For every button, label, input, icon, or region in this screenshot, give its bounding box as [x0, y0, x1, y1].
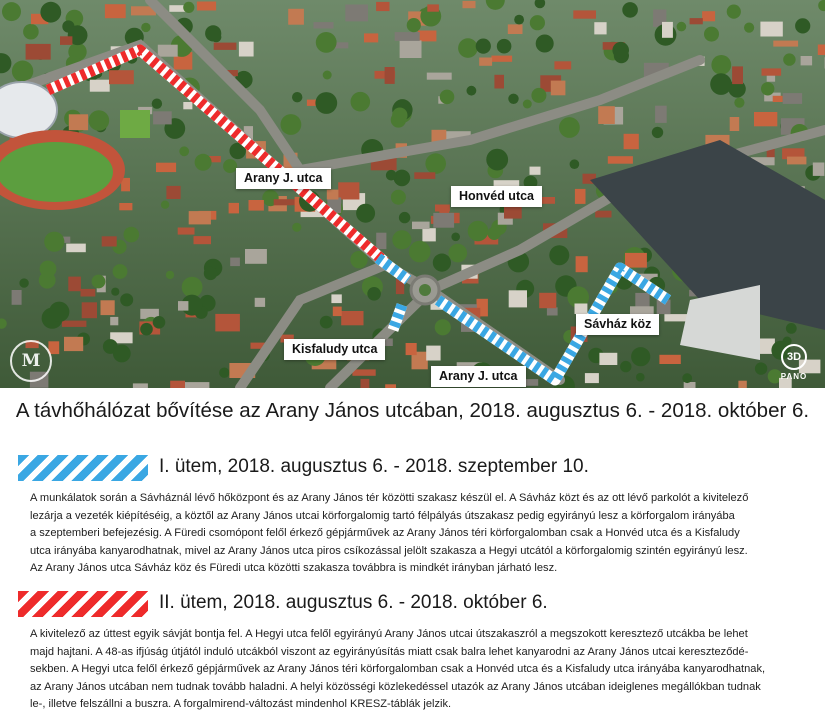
building-roof — [197, 2, 216, 11]
building-roof — [26, 44, 51, 60]
building-roof — [60, 36, 72, 45]
building-roof — [662, 22, 673, 38]
tree-canopy — [281, 114, 302, 135]
tree-canopy — [786, 323, 797, 334]
building-roof — [64, 337, 83, 351]
tree-canopy — [677, 22, 687, 32]
building-roof — [189, 211, 211, 224]
tree-canopy — [2, 2, 21, 21]
tree-canopy — [704, 27, 719, 42]
pano-3d-icon: 3D — [781, 344, 807, 370]
tree-canopy — [530, 15, 545, 30]
building-roof — [575, 189, 586, 204]
tree-canopy — [755, 362, 767, 374]
building-roof — [314, 22, 334, 28]
building-roof — [547, 307, 558, 315]
building-roof — [245, 249, 267, 264]
building-roof — [105, 4, 126, 18]
building-roof — [433, 213, 454, 228]
tree-canopy — [179, 146, 189, 156]
tree-canopy — [523, 100, 532, 109]
building-roof — [230, 258, 240, 267]
phase-2-line: A kivitelező az úttest egyik sávját bontja fel. A Hegyi utca felől egyirányú Arany János utcai útszakaszról a megszokott keresztező utcákba be lehet — [30, 628, 748, 640]
city-crest-icon: M — [10, 340, 52, 382]
tree-canopy — [316, 32, 337, 53]
tree-canopy — [497, 39, 512, 54]
building-roof — [551, 81, 566, 96]
building-roof — [376, 2, 389, 11]
building-roof — [801, 56, 813, 65]
building-roof — [158, 45, 178, 57]
building-roof — [385, 384, 396, 388]
building-roof — [364, 33, 378, 42]
building-roof — [418, 31, 437, 42]
tree-canopy — [394, 170, 411, 187]
tree-canopy — [182, 277, 203, 298]
tree-canopy — [425, 153, 446, 174]
tree-canopy — [113, 345, 131, 363]
building-roof — [508, 24, 523, 34]
building-roof — [345, 5, 368, 22]
building-roof — [327, 190, 339, 200]
tree-canopy — [468, 221, 489, 242]
tree-canopy — [386, 170, 397, 181]
phase-1-line: A munkálatok során a Sávháznál lévő hőközpont és az Arany János tér közötti szakasz készül el. A Sávház közt és az ott lévő parkolót a kivitelező — [30, 492, 749, 504]
building-roof — [576, 256, 588, 272]
tree-canopy — [140, 323, 153, 336]
phase-2-title: II. ütem, 2018. augusztus 6. - 2018. október 6. — [159, 592, 548, 613]
building-roof — [818, 45, 825, 56]
tree-canopy — [631, 347, 650, 366]
building-roof — [102, 236, 117, 246]
phase-2-line: majd hajtani. A 48-as ifjúság útjától induló utcákból viszont az egyirányúsítás miatt csak balra lehet kanyarodni az Arany János utcai kereszteződé- — [30, 645, 749, 658]
tree-canopy — [392, 108, 407, 123]
building-roof — [178, 301, 188, 311]
tree-canopy — [514, 15, 524, 25]
tree-canopy — [433, 254, 451, 272]
building-roof — [229, 203, 239, 214]
building-roof — [773, 41, 798, 47]
tree-canopy — [392, 230, 411, 249]
label-arany-j-utca-bottom: Arany J. utca — [431, 366, 526, 387]
tree-canopy — [49, 302, 69, 322]
tree-canopy — [166, 271, 174, 279]
tree-canopy — [315, 92, 337, 114]
building-roof — [62, 321, 87, 327]
building-roof — [479, 58, 492, 66]
building-roof — [738, 381, 746, 388]
building-roof — [427, 4, 439, 11]
tree-canopy — [19, 278, 28, 287]
building-roof — [376, 233, 386, 249]
building-roof — [406, 343, 417, 355]
page-title: A távhőhálózat bővítése az Arany János utcában, 2018. augusztus 6. - 2018. október 6. — [15, 399, 810, 422]
building-roof — [426, 346, 440, 361]
label-arany-j-utca-top: Arany J. utca — [236, 168, 331, 189]
sports-field — [0, 142, 113, 202]
building-roof — [12, 290, 22, 305]
building-roof — [554, 61, 571, 69]
building-roof — [539, 293, 556, 308]
building-roof — [214, 43, 237, 50]
tree-canopy — [205, 25, 221, 41]
tree-canopy — [407, 18, 421, 32]
tree-canopy — [612, 42, 629, 59]
tree-canopy — [682, 373, 692, 383]
building-roof — [575, 304, 588, 315]
building-roof — [69, 114, 88, 130]
roundabout-island — [419, 284, 431, 296]
tree-canopy — [549, 245, 569, 265]
building-roof — [684, 382, 696, 388]
tree-canopy — [727, 5, 741, 19]
tree-canopy — [508, 94, 518, 104]
building-roof — [509, 290, 527, 307]
building-roof — [400, 40, 422, 58]
tree-canopy — [320, 316, 333, 329]
tree-canopy — [451, 233, 460, 242]
tree-canopy — [204, 267, 217, 280]
building-roof — [494, 75, 504, 89]
building-roof — [255, 298, 265, 307]
building-roof — [239, 42, 254, 57]
tree-canopy — [711, 55, 731, 75]
tree-canopy — [536, 35, 554, 53]
building-roof — [249, 200, 264, 211]
building-roof — [422, 228, 435, 241]
phase-1-title: I. ütem, 2018. augusztus 6. - 2018. szeptember 10. — [159, 456, 589, 477]
building-roof — [133, 383, 148, 388]
building-roof — [68, 277, 81, 292]
tree-canopy — [620, 361, 631, 372]
building-roof — [624, 134, 639, 149]
building-roof — [463, 1, 476, 8]
building-roof — [760, 22, 782, 37]
building-roof — [82, 302, 97, 318]
building-roof — [754, 112, 777, 126]
tree-canopy — [292, 92, 302, 102]
building-roof — [194, 236, 212, 244]
building-roof — [156, 163, 176, 172]
building-roof — [525, 379, 538, 386]
tree-canopy — [356, 204, 375, 223]
building-roof — [530, 167, 541, 175]
blue-stripe-legend-icon — [18, 455, 148, 481]
building-roof — [595, 211, 611, 218]
building-roof — [787, 157, 806, 165]
building-roof — [110, 317, 118, 325]
building-roof — [608, 156, 633, 164]
building-roof — [178, 228, 195, 235]
tree-canopy — [636, 373, 645, 382]
building-roof — [813, 163, 825, 176]
building-roof — [594, 22, 606, 34]
tree-canopy — [351, 92, 371, 112]
building-roof — [542, 197, 556, 204]
tree-canopy — [488, 227, 501, 240]
tree-canopy — [458, 38, 478, 58]
tree-canopy — [141, 23, 150, 32]
tree-canopy — [113, 264, 128, 279]
tree-canopy — [559, 117, 580, 138]
phase-2-line: sekben. A Hegyi utca felől érkező gépjárművek az Arany János téri körforgalomban csak a Honvéd utca és a Kisfaludy utca irányába kanyarodhatnak, — [30, 663, 766, 676]
label-honved-utca: Honvéd utca — [451, 186, 542, 207]
red-stripe-legend-icon — [18, 591, 148, 617]
building-roof — [773, 96, 783, 102]
building-roof — [427, 73, 452, 80]
tree-canopy — [223, 159, 237, 173]
building-roof — [361, 379, 370, 388]
phase-2-line: le-, illetve felszállni a buszra. A forgalmirend-változást mindenhol KRESZ-táblák jelzik. — [30, 698, 452, 711]
tree-canopy — [622, 2, 638, 18]
tree-canopy — [292, 223, 301, 232]
building-roof — [90, 80, 110, 92]
tree-canopy — [111, 288, 119, 296]
building-roof — [599, 353, 617, 365]
tree-canopy — [409, 241, 431, 263]
building-roof — [732, 66, 743, 84]
building-roof — [352, 369, 375, 375]
tree-canopy — [761, 82, 774, 95]
tree-canopy — [153, 316, 166, 329]
tree-canopy — [570, 159, 580, 169]
tree-canopy — [152, 99, 162, 109]
phase-1-line: Az Arany János utca Sávház köz és Füredi utca közötti szakasza továbbra is mindkét irányban járható lesz. — [30, 562, 558, 575]
tree-canopy — [734, 98, 744, 108]
tree-canopy — [23, 24, 39, 40]
building-roof — [491, 56, 512, 62]
building-roof — [215, 314, 240, 332]
small-field — [120, 110, 150, 138]
building-roof — [153, 111, 172, 124]
tree-canopy — [399, 212, 410, 223]
building-roof — [101, 300, 115, 315]
building-roof — [690, 18, 703, 24]
tree-canopy — [92, 275, 106, 289]
tree-canopy — [195, 154, 212, 171]
tree-canopy — [744, 23, 754, 33]
tree-canopy — [531, 88, 546, 103]
tree-canopy — [367, 287, 381, 301]
phase-2-line: az Arany János utcában nem tudnak tovább haladni. A helyi közösségi közlekedéssel utazók az Arany János utcában ideiglenes megállókban tudnak — [30, 680, 761, 693]
tree-canopy — [120, 293, 133, 306]
phase-1-line: lezárja a vezeték kiépítéséig, a köztől az Arany János utcai körforgalomig tartó félpályás útszakasz pedig egyirányú lesz a körforgalom irányába — [30, 509, 735, 522]
building-roof — [573, 10, 596, 18]
tree-canopy — [440, 90, 455, 105]
tree-canopy — [40, 261, 57, 278]
building-roof — [170, 381, 185, 388]
label-kisfaludy-utca: Kisfaludy utca — [284, 339, 385, 360]
tree-canopy — [89, 110, 110, 131]
tree-canopy — [219, 368, 229, 378]
building-roof — [66, 244, 86, 253]
tree-canopy — [476, 39, 491, 54]
pano-3d-logo — [777, 344, 811, 381]
building-roof — [659, 355, 680, 364]
building-roof — [183, 102, 192, 109]
phase-2-text — [30, 626, 815, 714]
building-roof — [109, 70, 134, 84]
building-roof — [762, 68, 782, 75]
building-roof — [333, 307, 342, 317]
building-roof — [598, 106, 615, 124]
building-roof — [395, 32, 420, 41]
pano-logo-text: PANO — [780, 372, 808, 381]
building-roof — [81, 289, 96, 297]
tree-canopy — [467, 86, 477, 96]
tree-canopy — [391, 190, 406, 205]
building-roof — [119, 203, 132, 210]
building-roof — [702, 11, 715, 21]
phase-1-text — [30, 490, 815, 578]
building-roof — [414, 172, 435, 179]
building-roof — [655, 106, 667, 123]
tree-canopy — [783, 53, 795, 65]
building-roof — [385, 67, 395, 84]
tree-canopy — [449, 244, 468, 263]
tree-canopy — [323, 71, 332, 80]
tree-canopy — [652, 127, 663, 138]
building-roof — [341, 311, 363, 325]
tree-canopy — [44, 232, 64, 252]
building-roof — [184, 382, 209, 388]
building-roof — [585, 373, 599, 383]
building-roof — [331, 294, 341, 303]
label-savhaz-koz: Sávház köz — [576, 314, 659, 335]
building-roof — [625, 253, 647, 268]
building-roof — [166, 186, 180, 199]
phase-1-line: a szeptemberi befejezésig. A Füredi csomópont felől érkező gépjárművek az Arany János téri körforgalomban csak a Honvéd utca és a Kisfaludy — [30, 527, 740, 540]
tree-canopy — [435, 319, 451, 335]
building-roof — [288, 9, 304, 25]
tree-canopy — [124, 227, 140, 243]
tree-canopy — [161, 201, 169, 209]
building-roof — [730, 117, 740, 131]
building-roof — [783, 93, 802, 104]
tree-canopy — [710, 73, 732, 95]
tree-canopy — [12, 60, 33, 81]
phase-1-line: utca irányába kanyarodhatnak, mivel az Arany János utca piros csíkozással jelölt szakasza a Hegyi utcától a körforgalomig szintén egyirányú lesz. — [30, 544, 748, 557]
building-roof — [338, 182, 359, 199]
tree-canopy — [795, 18, 810, 33]
tree-canopy — [486, 149, 508, 171]
building-roof — [412, 222, 430, 230]
tree-canopy — [40, 2, 61, 23]
tree-canopy — [183, 2, 194, 13]
